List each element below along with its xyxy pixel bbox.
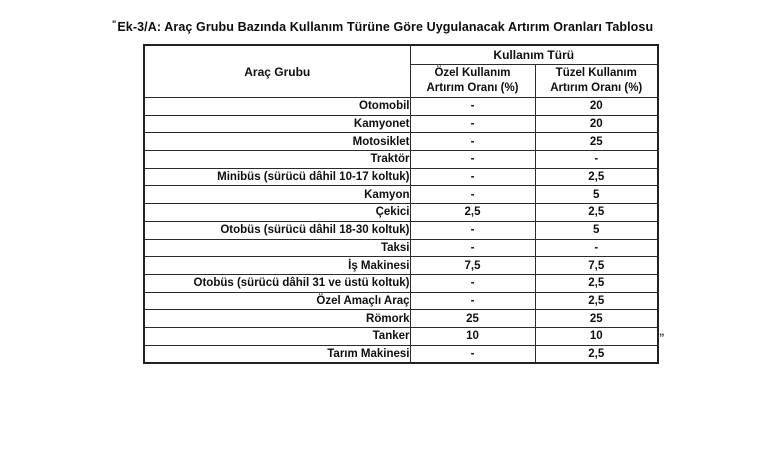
page-title-text: Ek-3/A: Araç Grubu Bazında Kullanım Türüne Göre Uygulanacak Artırım Oranları Tablosu	[117, 20, 654, 34]
table-row	[144, 239, 658, 257]
table-row	[144, 186, 658, 204]
ozel-rate-cell: -	[410, 98, 535, 116]
table-row	[144, 168, 658, 186]
column-header-ozel-line2: Artırım Oranı (%)	[426, 82, 519, 94]
table-row	[144, 292, 658, 310]
tuzel-rate-cell: 5	[535, 186, 658, 204]
column-header-arac-grubu: Araç Grubu	[144, 45, 410, 98]
tuzel-rate-cell: 7,5	[535, 257, 658, 275]
ozel-rate-cell: 2,5	[410, 204, 535, 222]
table-row	[144, 257, 658, 275]
column-header-tuzel-line2: Artırım Oranı (%)	[550, 82, 643, 94]
ozel-rate-cell: -	[410, 133, 535, 151]
ozel-rate-cell: -	[410, 186, 535, 204]
ozel-rate-cell: -	[410, 115, 535, 133]
column-header-tuzel-kullanim	[535, 65, 658, 98]
tuzel-rate-cell: 10	[535, 327, 658, 345]
table-row	[144, 151, 658, 169]
ozel-rate-cell: -	[410, 345, 535, 363]
closing-quote-mark: „	[659, 326, 665, 338]
tuzel-rate-cell: 2,5	[535, 274, 658, 292]
ozel-rate-cell: -	[410, 274, 535, 292]
table-row	[144, 221, 658, 239]
vehicle-group-cell: Tanker	[144, 327, 410, 345]
vehicle-group-cell: Minibüs (sürücü dâhil 10-17 koltuk)	[144, 168, 410, 186]
vehicle-group-cell: Motosiklet	[144, 133, 410, 151]
column-header-tuzel-line1: Tüzel Kullanım	[555, 67, 637, 79]
vehicle-group-cell: Özel Amaçlı Araç	[144, 292, 410, 310]
ozel-rate-cell: -	[410, 292, 535, 310]
tuzel-rate-cell: 5	[535, 221, 658, 239]
tuzel-rate-cell: 2,5	[535, 292, 658, 310]
ozel-rate-cell: -	[410, 151, 535, 169]
ozel-rate-cell: 7,5	[410, 257, 535, 275]
ozel-rate-cell: -	[410, 221, 535, 239]
vehicle-group-cell: Kamyonet	[144, 115, 410, 133]
column-group-header-kullanim-turu: Kullanım Türü	[410, 45, 658, 65]
vehicle-group-cell: İş Makinesi	[144, 257, 410, 275]
column-header-ozel-kullanim	[410, 65, 535, 98]
tuzel-rate-cell: 25	[535, 133, 658, 151]
table-row	[144, 133, 658, 151]
column-header-ozel-line1: Özel Kullanım	[434, 67, 511, 79]
vehicle-group-cell: Kamyon	[144, 186, 410, 204]
table-row	[144, 345, 658, 363]
ozel-rate-cell: 25	[410, 310, 535, 328]
ozel-rate-cell: 10	[410, 327, 535, 345]
opening-quote-mark: "	[112, 19, 117, 29]
ozel-rate-cell: -	[410, 168, 535, 186]
tuzel-rate-cell: -	[535, 151, 658, 169]
vehicle-group-cell: Otobüs (sürücü dâhil 18-30 koltuk)	[144, 221, 410, 239]
tuzel-rate-cell: 2,5	[535, 204, 658, 222]
tuzel-rate-cell: 2,5	[535, 345, 658, 363]
vehicle-group-cell: Römork	[144, 310, 410, 328]
page-title	[112, 19, 653, 34]
vehicle-group-cell: Otomobil	[144, 98, 410, 116]
table-header-row-1	[144, 45, 658, 65]
tuzel-rate-cell: -	[535, 239, 658, 257]
rates-table	[143, 44, 659, 364]
ozel-rate-cell: -	[410, 239, 535, 257]
table-row	[144, 310, 658, 328]
vehicle-group-cell: Çekici	[144, 204, 410, 222]
table-row	[144, 274, 658, 292]
table-row	[144, 204, 658, 222]
vehicle-group-cell: Traktör	[144, 151, 410, 169]
tuzel-rate-cell: 2,5	[535, 168, 658, 186]
tuzel-rate-cell: 20	[535, 115, 658, 133]
tuzel-rate-cell: 25	[535, 310, 658, 328]
tuzel-rate-cell: 20	[535, 98, 658, 116]
table-row	[144, 98, 658, 116]
vehicle-group-cell: Tarım Makinesi	[144, 345, 410, 363]
table-row	[144, 115, 658, 133]
table-row	[144, 327, 658, 345]
vehicle-group-cell: Taksi	[144, 239, 410, 257]
vehicle-group-cell: Otobüs (sürücü dâhil 31 ve üstü koltuk)	[144, 274, 410, 292]
